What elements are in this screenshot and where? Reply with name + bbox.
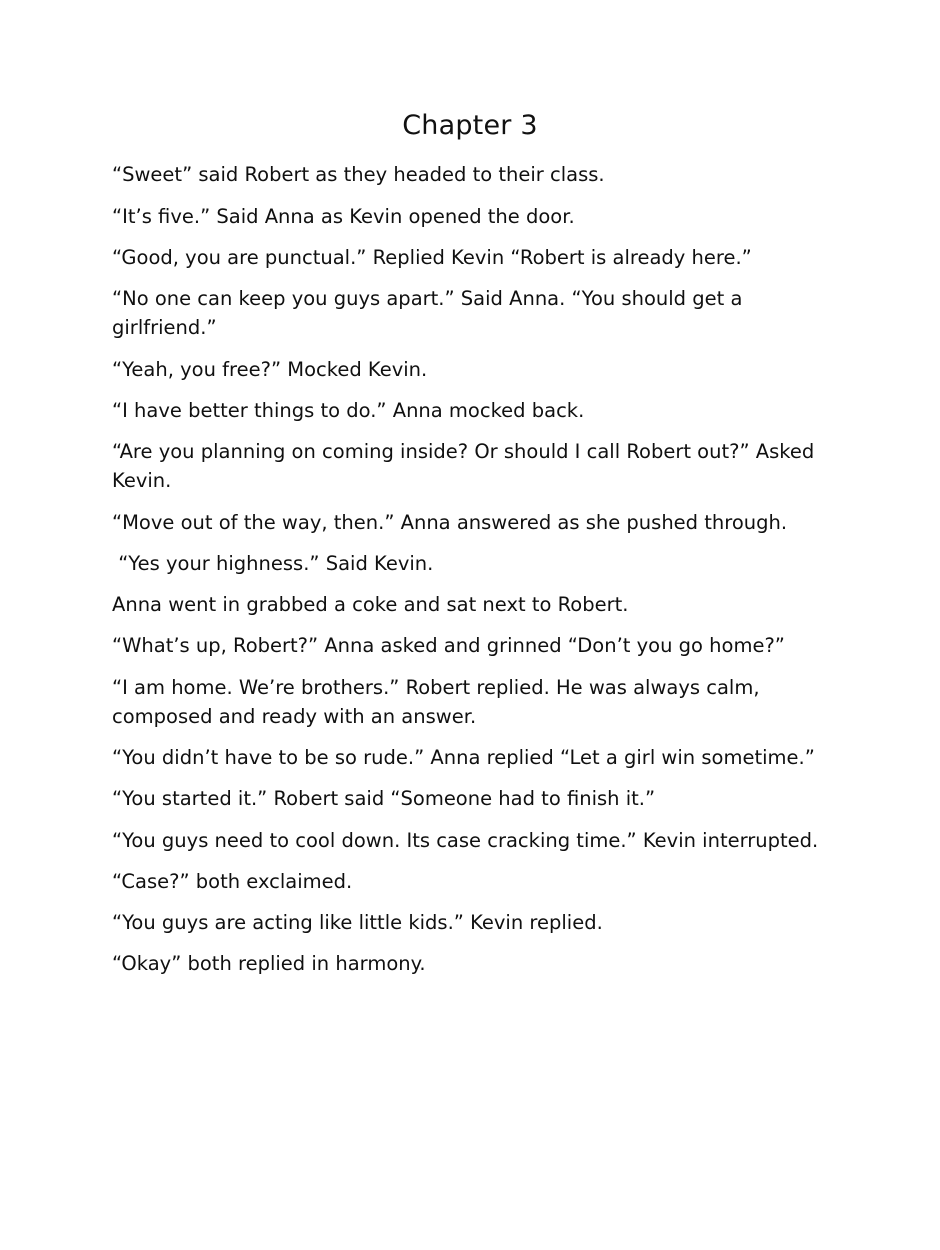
paragraph: “Okay” both replied in harmony. xyxy=(112,952,426,976)
paragraph: “I am home. We’re brothers.” Robert replied. He was always calm, composed and ready with an answer. xyxy=(112,675,766,728)
paragraph: Anna went in grabbed a coke and sat next to Robert. xyxy=(112,593,629,617)
paragraph: “Are you planning on coming inside? Or should I call Robert out?” Asked Kevin. xyxy=(112,440,821,493)
paragraph: “It’s five.” Said Anna as Kevin opened the door. xyxy=(112,204,575,228)
paragraph: “What’s up, Robert?” Anna asked and grinned “Don’t you go home?” xyxy=(112,634,785,658)
paragraph: “Yeah, you free?” Mocked Kevin. xyxy=(112,357,428,381)
paragraph: “Sweet” said Robert as they headed to their class. xyxy=(112,163,605,187)
paragraph: “You guys are acting like little kids.” Kevin replied. xyxy=(112,911,603,935)
paragraph: “Yes your highness.” Said Kevin. xyxy=(112,551,434,575)
paragraph: “I have better things to do.” Anna mocked back. xyxy=(112,398,585,422)
paragraph: “Good, you are punctual.” Replied Kevin “Robert is already here.” xyxy=(112,245,752,269)
paragraph: “You guys need to cool down. Its case cracking time.” Kevin interrupted. xyxy=(112,828,819,852)
paragraph: “Move out of the way, then.” Anna answered as she pushed through. xyxy=(112,510,788,534)
paragraph: “You didn’t have to be so rude.” Anna replied “Let a girl win sometime.” xyxy=(112,746,815,770)
paragraph: “You started it.” Robert said “Someone had to finish it.” xyxy=(112,787,656,811)
paragraph: “Case?” both exclaimed. xyxy=(112,869,353,893)
paragraph: “No one can keep you guys apart.” Said Anna. “You should get a girlfriend.” xyxy=(112,287,749,340)
document-body xyxy=(112,160,828,978)
page-title: Chapter 3 xyxy=(402,110,538,141)
